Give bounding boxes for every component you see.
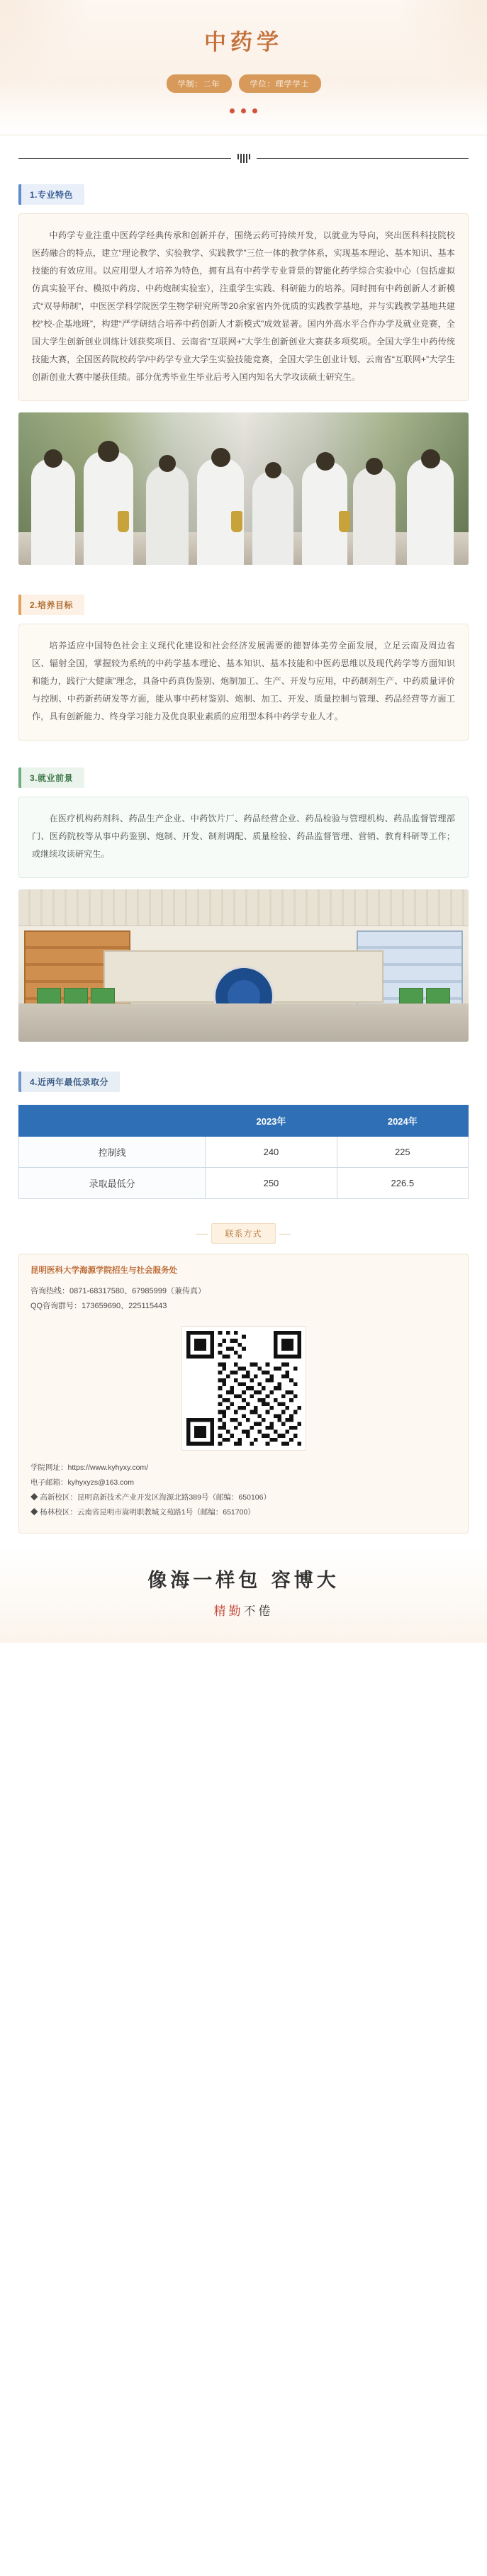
dot-1 xyxy=(230,108,235,113)
career-text: 在医疗机构药剂科、药品生产企业、中药饮片厂、药品经营企业、药品检验与管理机构、药品监督管理部门、医药院校等从事中药鉴别、炮制、开发、制剂调配、质量检验、药品监督管理、营销、教育科研等工作；或继续攻读研究生。 xyxy=(32,814,455,860)
qr-code-icon xyxy=(181,1326,306,1451)
header-dots xyxy=(0,108,487,113)
section-header-scores xyxy=(0,1056,487,1101)
badge-study-duration: 学制：二年 xyxy=(167,74,232,93)
table-col-blank xyxy=(19,1106,206,1137)
cell-control-2024: 225 xyxy=(337,1137,468,1168)
dot-3 xyxy=(252,108,257,113)
scores-table xyxy=(18,1105,469,1199)
dot-2 xyxy=(241,108,246,113)
contact-website[interactable]: 学院网址：https://www.kyhyxy.com/ xyxy=(30,1463,149,1472)
table-row xyxy=(19,1168,469,1199)
section-header-goal xyxy=(0,579,487,624)
divider-bars-icon xyxy=(237,154,250,163)
table-col-2023: 2023年 xyxy=(206,1106,337,1137)
badge-degree: 学位：理学学士 xyxy=(239,74,321,93)
career-card xyxy=(18,797,469,878)
footer-slogan-sub-right: 不倦 xyxy=(243,1604,274,1619)
contact-card xyxy=(18,1254,469,1533)
goal-card xyxy=(18,624,469,741)
table-header-row xyxy=(19,1106,469,1137)
cell-control-2023: 240 xyxy=(206,1137,337,1168)
contact-qq-group: QQ咨询群号：173659690、225115443 xyxy=(30,1302,167,1311)
section-divider xyxy=(0,135,487,169)
section-header-career xyxy=(0,752,487,797)
contact-campus-gaoxin: ◆ 高新校区：昆明高新技术产业开发区海源北路389号（邮编：650106） xyxy=(30,1492,271,1502)
contact-email[interactable]: 电子邮箱：kyhyxyzs@163.com xyxy=(30,1478,135,1487)
page-footer xyxy=(0,1546,487,1643)
row-label-min-score: 录取最低分 xyxy=(19,1168,206,1199)
section-tag-feature: 1.专业特色 xyxy=(18,184,84,205)
contact-organization: 昆明医科大学海源学院招生与社会服务处 xyxy=(30,1266,177,1276)
contact-header xyxy=(0,1216,487,1254)
feature-card xyxy=(18,213,469,401)
goal-text: 培养适应中国特色社会主义现代化建设和社会经济发展需要的德智体美劳全面发展，立足云南及周边省区、辐射全国，掌握较为系统的中药学基本理论、基本知识、基本技能和中医药思维以及现代药学等方面知识和能力，践行“大健康”理念，具备中药真伪鉴别、炮制加工、生产、开发与应用，中药制剂生产、中药质量评价与控制、中药新药研发等方面，能从事中药材鉴别、炮制、加工、开发、质量控制与管理、药品经营等方面工作，具有创新能力、终身学习能力及优良职业素质的应用型本科中药学专业人才。 xyxy=(32,641,455,722)
contact-footer xyxy=(30,1461,457,1520)
table-row xyxy=(19,1137,469,1168)
pharmacy-floor xyxy=(18,1003,469,1042)
contact-tag: 联系方式 xyxy=(211,1223,275,1244)
header-decoration-left xyxy=(0,0,85,99)
scores-table-wrap xyxy=(18,1105,469,1199)
footer-slogan-sub-left: 精勤 xyxy=(213,1604,244,1619)
table-col-2024: 2024年 xyxy=(337,1106,468,1137)
photo-laboratory xyxy=(18,412,469,565)
page-title: 中药学 xyxy=(204,30,283,55)
section-tag-scores: 4.近两年最低录取分 xyxy=(18,1072,120,1092)
section-header-feature xyxy=(0,169,487,213)
divider-line-right xyxy=(257,158,469,159)
photo-pharmacy xyxy=(18,889,469,1042)
footer-slogan-main: 像海一样包 容博大 xyxy=(147,1569,340,1592)
contact-hotline: 咨询热线：0871-68317580、67985999（兼传真） xyxy=(30,1286,206,1295)
row-label-control-line: 控制线 xyxy=(19,1137,206,1168)
footer-slogan-sub xyxy=(0,1601,487,1619)
contact-campus-yanglin: ◆ 杨林校区：云南省昆明市嵩明职教城文苑路1号（邮编：651700） xyxy=(30,1507,255,1517)
pharmacy-ceiling xyxy=(18,889,469,926)
section-tag-career: 3.就业前景 xyxy=(18,767,84,788)
page-header xyxy=(0,0,487,135)
qr-code-svg xyxy=(186,1331,301,1446)
cell-min-2024: 226.5 xyxy=(337,1168,468,1199)
divider-line-left xyxy=(18,158,231,159)
header-decoration-right xyxy=(402,0,487,99)
section-tag-goal: 2.培养目标 xyxy=(18,595,84,615)
cell-min-2023: 250 xyxy=(206,1168,337,1199)
feature-text: 中药学专业注重中医药学经典传承和创新并存，围绕云药可持续开发，以就业为导向，突出医科科技院校医药融合的特点，建立“理论教学、实验教学、实践教学”三位一体的教学体系，实现基本理论、基本知识、基本技能的有效应用。以应用型人才培养为特色，拥有具有中药学专业背景的智能化药学综合实验中心（包括虚拟仿真实验平台、模拟中药房、中药炮制实验室），注重学生实践、科研能力的培养。同时拥有中药创新人才新模式“双导师制”，中医医学科学院医学生物学研究所等20余家省内外优质的实践教学基地，并与实践教学基地共建校“校-企基地班”，构建“严学研结合培养中药创新人才新模式”成效显著。国内外高水平合作办学及就业竞赛，全国大学生创新创业训练计划获奖项目、云南省“互联网+”大学生创新创业大赛获多项奖项。全国大学生中药传统技能大赛，全国医药院校药学/中药学专业大学生实验技能竞赛，全国大学生创业计划、云南省“互联网+”大学生创新创业大赛中屡获佳绩。部分优秀毕业生毕业后考入国内知名大学攻读硕士研究生。 xyxy=(32,230,455,383)
